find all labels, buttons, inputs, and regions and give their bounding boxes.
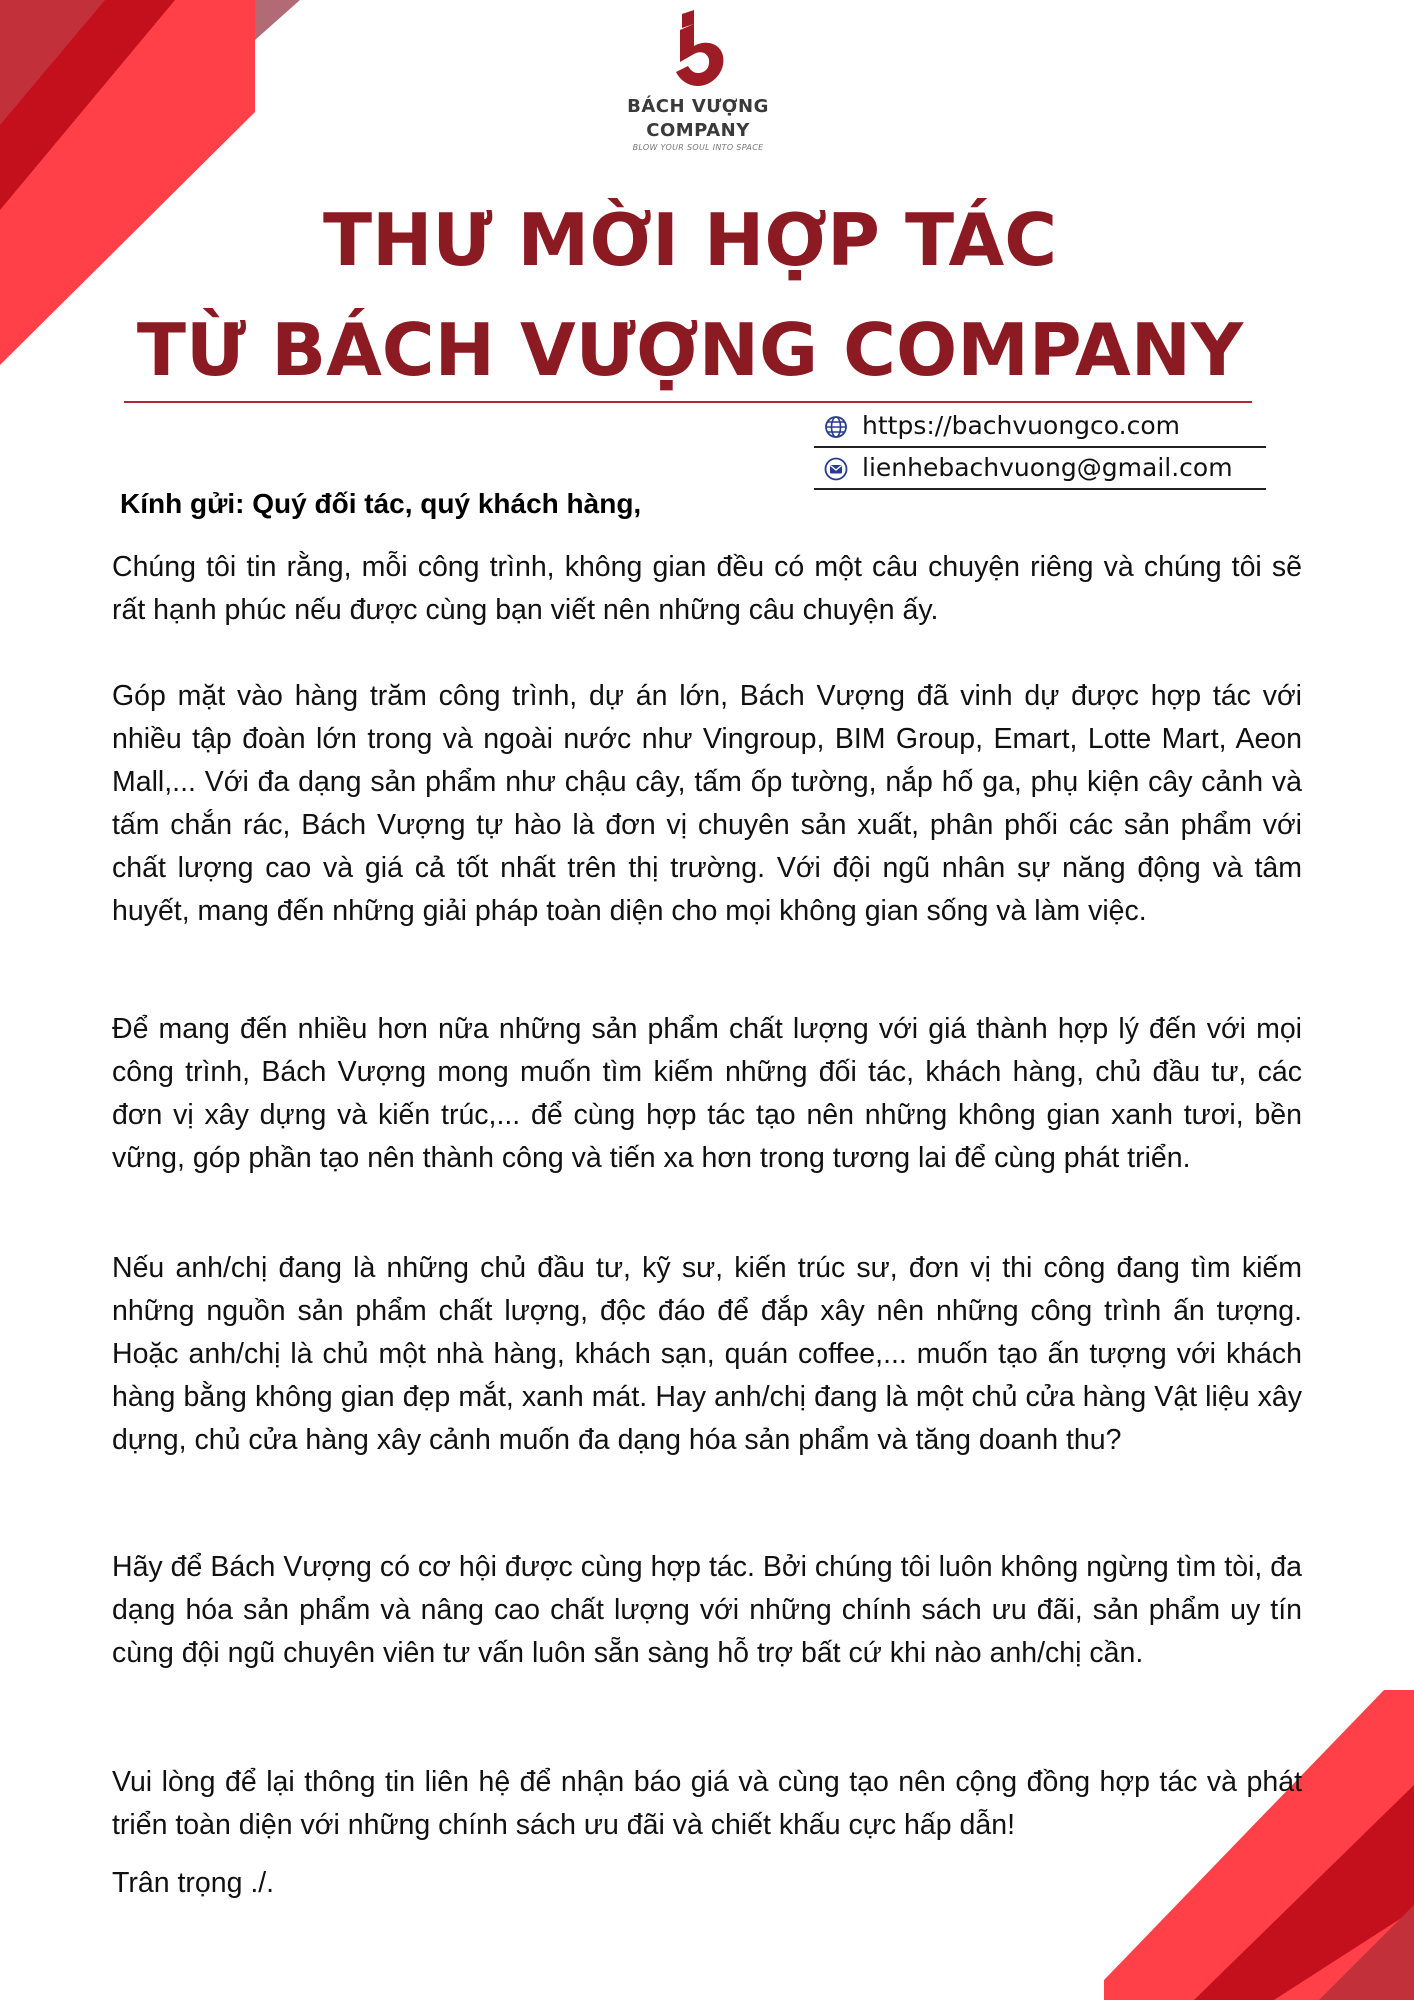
letter-paragraph-5: Hãy để Bách Vượng có cơ hội được cùng hợp tác. Bởi chúng tôi luôn không ngừng tìm tòi, đa dạng hóa sản phẩm và nâng cao chất lượng với những chính sách ưu đãi, sản phẩm uy tín cùng đội ngũ chuyên viên tư vấn luôn sẵn sàng hỗ trợ bất cứ khi nào anh/chị cần.	[112, 1551, 1302, 1669]
logo-mark-icon	[668, 10, 728, 94]
letter-paragraph-3: Để mang đến nhiều hơn nữa những sản phẩm chất lượng với giá thành hợp lý đến với mọi công trình, Bách Vượng mong muốn tìm kiếm những đối tác, khách hàng, chủ đầu tư, các đơn vị xây dựng và kiến trúc,... để cùng hợp tác tạo nên những không gian xanh tươi, bền vững, góp phần tạo nên thành công và tiến xa hơn trong tương lai để cùng phát triển.	[112, 1013, 1302, 1174]
globe-icon	[824, 415, 848, 439]
website-link[interactable]: https://bachvuongco.com	[862, 411, 1180, 440]
letter-paragraph-6: Vui lòng để lại thông tin liên hệ để nhận báo giá và cùng tạo nên cộng đồng hợp tác và phát triển toàn diện với những chính sách ưu đãi và chiết khấu cực hấp dẫn!	[112, 1766, 1302, 1841]
logo-name-line1: BÁCH VƯỢNG	[627, 96, 769, 117]
email-link[interactable]: lienhebachvuong@gmail.com	[862, 453, 1233, 482]
email-icon	[824, 457, 848, 481]
closing-signoff: Trân trọng ./.	[112, 1867, 275, 1899]
page-title-line2: TỪ BÁCH VƯỢNG COMPANY	[136, 308, 1244, 392]
letter-paragraph-4: Nếu anh/chị đang là những chủ đầu tư, kỹ sư, kiến trúc sư, đơn vị thi công đang tìm kiếm những nguồn sản phẩm chất lượng, độc đáo để đắp xây nên những công trình ấn tượng. Hoặc anh/chị là chủ một nhà hàng, khách sạn, quán coffee,... muốn tạo ấn tượng với khách hàng bằng không gian đẹp mắt, xanh mát. Hay anh/chị đang là một chủ cửa hàng Vật liệu xây dựng, chủ cửa hàng xây cảnh muốn đa dạng hóa sản phẩm và tăng doanh thu?	[112, 1252, 1302, 1456]
letter-paragraph-1: Chúng tôi tin rằng, mỗi công trình, không gian đều có một câu chuyện riêng và chúng tôi sẽ rất hạnh phúc nếu được cùng bạn viết nên những câu chuyện ấy.	[112, 551, 1302, 626]
website-contact[interactable]	[814, 406, 1266, 448]
email-contact[interactable]	[814, 448, 1266, 490]
company-logo	[608, 10, 788, 152]
page-title-line1: THƯ MỜI HỢP TÁC	[322, 198, 1058, 282]
logo-name-line2: COMPANY	[646, 120, 750, 141]
title-divider	[124, 401, 1252, 403]
greeting: Kính gửi: Quý đối tác, quý khách hàng,	[120, 488, 642, 519]
logo-tagline: BLOW YOUR SOUL INTO SPACE	[632, 143, 764, 152]
letter-paragraph-2: Góp mặt vào hàng trăm công trình, dự án lớn, Bách Vượng đã vinh dự được hợp tác với nhiều tập đoàn lớn trong và ngoài nước như Vingroup, BIM Group, Emart, Lotte Mart, Aeon Mall,... Với đa dạng sản phẩm như chậu cây, tấm ốp tường, nắp hố ga, phụ kiện cây cảnh và tấm chắn rác, Bách Vượng tự hào là đơn vị chuyên sản xuất, phân phối các sản phẩm với chất lượng cao và giá cả tốt nhất trên thị trường. Với đội ngũ nhân sự năng động và tâm huyết, mang đến những giải pháp toàn diện cho mọi không gian sống và làm việc.	[112, 680, 1302, 927]
